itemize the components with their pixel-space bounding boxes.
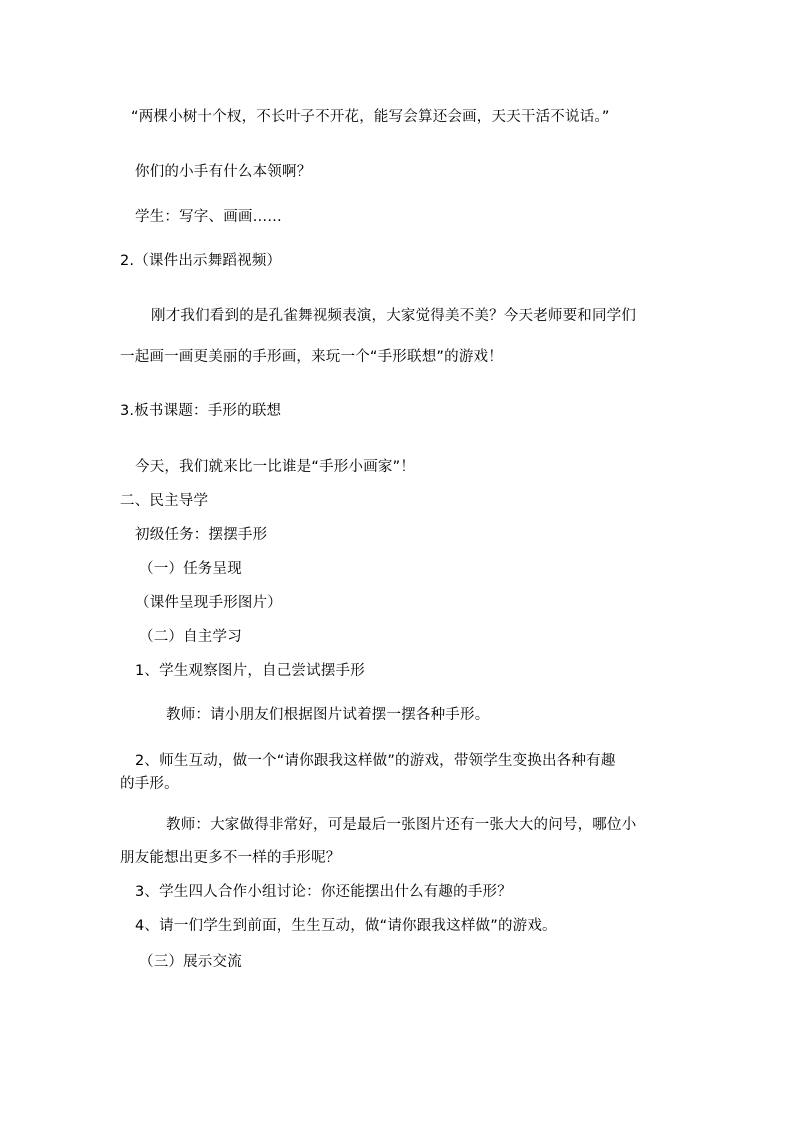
teacher-line-1: 教师：请小朋友们根据图片试着摆一摆各种手形。	[166, 707, 490, 723]
section-2-heading: 二、民主导学	[120, 493, 209, 509]
today-line: 今天，我们就来比一比谁是“手形小画家”！	[135, 459, 416, 475]
riddle-line: “两棵小树十个杈，不长叶子不开花，能写会算还会画，天天干活不说话。”	[131, 109, 610, 125]
item-4-line: 4、请一们学生到前面，生生互动，做“请你跟我这样做”的游戏。	[135, 918, 557, 934]
dance-paragraph-line-1: 刚才我们看到的是孔雀舞视频表演，大家觉得美不美？今天老师要和同学们	[151, 308, 637, 324]
item-1-line: 1、学生观察图片，自己尝试摆手形	[135, 663, 365, 679]
teacher-line-2a: 教师：大家做得非常好，可是最后一张图片还有一张大大的问号，哪位小	[166, 817, 637, 833]
item-2-line-1: 2、师生互动，做一个“请你跟我这样做”的游戏，带领学生变换出各种有趣	[135, 753, 616, 769]
subsection-3-heading: （三）展示交流	[139, 954, 242, 970]
question-line: 你们的小手有什么本领啊？	[135, 164, 312, 180]
subsection-2-heading: （二）自主学习	[139, 629, 242, 645]
dance-paragraph-line-2: 一起画一画更美丽的手形画，来玩一个“手形联想”的游戏！	[120, 349, 503, 365]
subsection-1-heading: （一）任务呈现	[139, 561, 242, 577]
step-3-heading: 3.板书课题：手形的联想	[120, 403, 282, 419]
item-2-line-2: 的手形。	[120, 776, 179, 792]
courseware-line: （课件呈现手形图片）	[135, 595, 282, 611]
primary-task-line: 初级任务：摆摆手形	[135, 527, 268, 543]
teacher-line-2b: 朋友能想出更多不一样的手形呢？	[120, 850, 341, 866]
item-3-line: 3、学生四人合作小组讨论：你还能摆出什么有趣的手形？	[135, 884, 512, 900]
step-2-heading: 2.（课件出示舞蹈视频）	[120, 253, 282, 269]
student-answer-line: 学生：写字、画画……	[135, 209, 282, 225]
